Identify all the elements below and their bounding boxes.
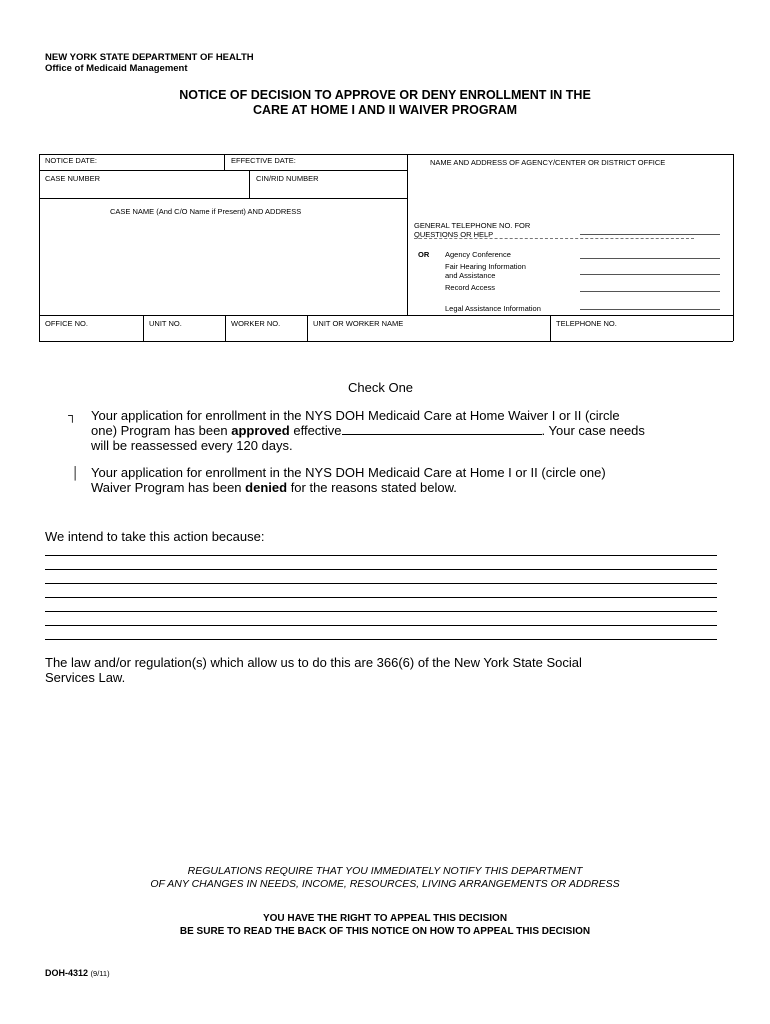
form-date: (9/11) [90, 969, 110, 978]
legal-assistance-label: Legal Assistance Information [445, 304, 541, 313]
worker-no-field[interactable]: WORKER NO. [231, 319, 281, 328]
approved-word: approved [231, 423, 290, 438]
appeal-notice [80, 912, 690, 938]
fair-hearing-label-line-2: and Assistance [445, 271, 496, 280]
approve-line-2 [91, 423, 731, 438]
deny-option-text [91, 465, 731, 495]
deny-line-2 [91, 480, 731, 495]
effective-date-blank[interactable] [342, 423, 542, 435]
fair-hearing-label-line-1: Fair Hearing Information [445, 262, 526, 271]
record-access-label: Record Access [445, 283, 496, 292]
general-phone-label [414, 221, 530, 239]
title-line-1: NOTICE OF DECISION TO APPROVE OR DENY ENROLLMENT IN THE [179, 88, 591, 102]
unit-no-field[interactable]: UNIT NO. [149, 319, 182, 328]
general-phone-blank[interactable] [580, 234, 720, 235]
law-line-1: The law and/or regulation(s) which allow us to do this are 366(6) of the New York State Social [45, 655, 582, 670]
deny-line-2-start: Waiver Program has been [91, 480, 242, 495]
office-no-field[interactable]: OFFICE NO. [45, 319, 88, 328]
case-number-field[interactable]: CASE NUMBER [45, 174, 101, 183]
approve-checkbox[interactable]: ┐ [68, 408, 77, 422]
approve-option-text [91, 408, 731, 453]
unit-worker-name-field[interactable]: UNIT OR WORKER NAME [313, 319, 404, 328]
record-access-blank[interactable] [580, 291, 720, 292]
approve-line-1: Your application for enrollment in the NYS DOH Medicaid Care at Home Waiver I or II (circle [91, 408, 620, 423]
appeal-line-2: BE SURE TO READ THE BACK OF THIS NOTICE ON HOW TO APPEAL THIS DECISION [179, 926, 591, 937]
appeal-line-1: YOU HAVE THE RIGHT TO APPEAL THIS DECISION [262, 913, 508, 924]
approve-line-2-start: one) Program has been [91, 423, 228, 438]
case-name-address-field[interactable]: CASE NAME (And C/O Name if Present) AND ADDRESS [110, 207, 302, 216]
agency-name: NEW YORK STATE DEPARTMENT OF HEALTH [45, 52, 254, 63]
agency-conference-label: Agency Conference [445, 250, 511, 259]
title-line-2: CARE AT HOME I AND II WAIVER PROGRAM [252, 102, 518, 117]
deny-checkbox[interactable]: │ [72, 466, 80, 480]
notify-notice [80, 865, 690, 891]
page-title [80, 88, 690, 117]
general-phone-label-line-2: QUESTIONS OR HELP [414, 230, 494, 239]
notify-line-1: REGULATIONS REQUIRE THAT YOU IMMEDIATELY NOTIFY THIS DEPARTMENT [187, 865, 583, 877]
general-phone-label-line-1: GENERAL TELEPHONE NO. FOR [414, 221, 531, 230]
fair-hearing-blank[interactable] [580, 274, 720, 275]
law-line-2: Services Law. [45, 670, 126, 685]
law-statement [45, 655, 725, 685]
telephone-no-field[interactable]: TELEPHONE NO. [556, 319, 617, 328]
legal-assistance-blank[interactable] [580, 309, 720, 310]
form-number-code: DOH-4312 [45, 968, 89, 978]
approve-line-3: will be reassessed every 120 days. [91, 438, 293, 453]
check-one-heading: Check One [348, 380, 414, 395]
effective-date-field[interactable]: EFFECTIVE DATE: [231, 156, 296, 165]
fair-hearing-label [445, 262, 526, 280]
agency-conference-blank[interactable] [580, 258, 720, 259]
reason-intro: We intend to take this action because: [45, 529, 265, 544]
notice-date-field[interactable]: NOTICE DATE: [45, 156, 97, 165]
cin-rid-number-field[interactable]: CIN/RID NUMBER [256, 174, 319, 183]
denied-word: denied [245, 480, 288, 495]
office-name: Office of Medicaid Management [45, 63, 188, 74]
deny-line-1: Your application for enrollment in the NYS DOH Medicaid Care at Home I or II (circle one) [91, 465, 606, 480]
approve-effective-label: effective [293, 423, 342, 438]
form-number [45, 968, 110, 978]
dashed-divider [414, 238, 694, 239]
agency-address-field[interactable]: NAME AND ADDRESS OF AGENCY/CENTER OR DISTRICT OFFICE [430, 158, 666, 167]
approve-line-2-end: . Your case needs [541, 423, 645, 438]
deny-line-2-end: for the reasons stated below. [290, 480, 457, 495]
or-label: OR [418, 250, 430, 259]
agency-header [45, 52, 254, 74]
notify-line-2: OF ANY CHANGES IN NEEDS, INCOME, RESOURCES, LIVING ARRANGEMENTS OR ADDRESS [150, 878, 620, 890]
